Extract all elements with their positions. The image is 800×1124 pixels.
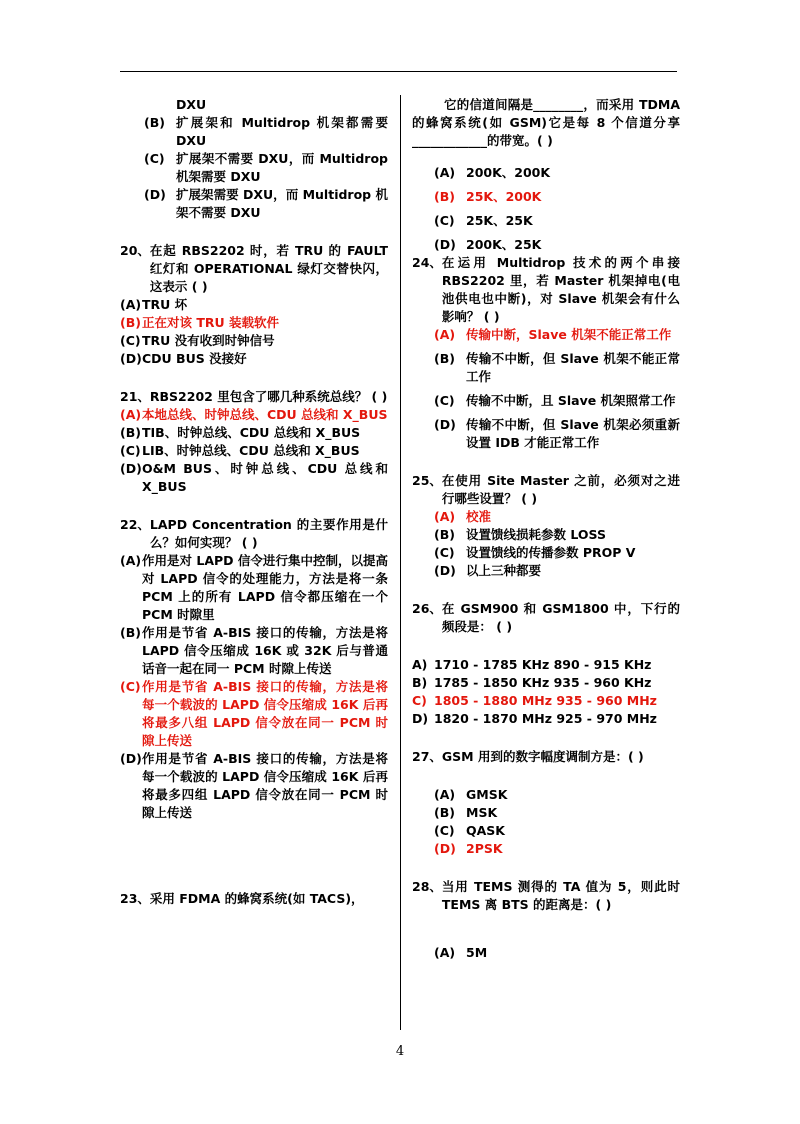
option-d: D) 1820 - 1870 MHz 925 - 970 MHz bbox=[412, 711, 657, 726]
option-d: (D) 作用是节省 A-BIS 接口的传输，方法是将每一个载波的 LAPD 信令压缩成 16K 后再将最多四组 LAPD 信令放在同一 PCM 时隙上传送 bbox=[120, 751, 388, 820]
option-d: (D) O&M BUS、时钟总线、CDU 总线和 X_BUS bbox=[120, 461, 388, 494]
question-number: 27、 bbox=[412, 749, 442, 764]
question-24 bbox=[412, 254, 680, 452]
question-stem: RBS2202 里包含了哪几种系统总线？ ( ) bbox=[149, 389, 388, 404]
question-stem: GSM 用到的数字幅度调制方是：( ) bbox=[441, 749, 644, 764]
right-column bbox=[412, 96, 680, 962]
option-a: (A) 200K、200K bbox=[434, 165, 551, 180]
option-b: (B) 作用是节省 A-BIS 接口的传输，方法是将 LAPD 信令压缩成 16K 或 32K 后与普通话音一起在同一 PCM 时隙上传送 bbox=[120, 625, 388, 676]
question-21 bbox=[120, 388, 388, 496]
option-a: (A) TRU 坏 bbox=[120, 297, 188, 312]
options bbox=[120, 114, 388, 222]
option-d: (D) 传输不中断，但 Slave 机架必须重新设置 IDB 才能正常工作 bbox=[434, 417, 680, 450]
question-number: 20、 bbox=[120, 243, 150, 258]
question-20 bbox=[120, 242, 388, 368]
question-26 bbox=[412, 600, 680, 728]
option-a: (A) 作用是对 LAPD 信令进行集中控制，以提高对 LAPD 信令的处理能力，方法是将一条 PCM 上的所有 LAPD 信令都压缩在一个 PCM 时隙里 bbox=[120, 553, 388, 622]
question-stem: 采用 FDMA 的蜂窝系统(如 TACS)， bbox=[149, 891, 364, 906]
header-rule bbox=[120, 71, 677, 72]
option-a: A) 1710 - 1785 KHz 890 - 915 KHz bbox=[412, 657, 652, 672]
option-c-correct: C) 1805 - 1880 MHz 935 - 960 MHz bbox=[412, 693, 657, 708]
option-d: (D) 扩展架需要 DXU，而 Multidrop 机架不需要 DXU bbox=[144, 187, 388, 220]
option-b-correct: (B) 25K、200K bbox=[434, 189, 542, 204]
column-divider bbox=[400, 95, 401, 1030]
question-28 bbox=[412, 878, 680, 962]
question-stem: 在起 RBS2202 时，若 TRU 的 FAULT 红灯和 OPERATIONAL 绿灯交替快闪，这表示 ( ) bbox=[149, 243, 388, 294]
option-c: (C) TRU 没有收到时钟信号 bbox=[120, 333, 275, 348]
left-column bbox=[120, 96, 388, 908]
question-number: 23、 bbox=[120, 891, 150, 906]
question-number: 21、 bbox=[120, 389, 150, 404]
option-c: (C) LIB、时钟总线、CDU 总线和 X_BUS bbox=[120, 443, 360, 458]
option-b: (B) 传输不中断，但 Slave 机架不能正常工作 bbox=[434, 351, 680, 384]
option-d: (D) 200K、25K bbox=[434, 237, 542, 252]
page-number: 4 bbox=[395, 1044, 405, 1059]
option-b: B) 1785 - 1850 KHz 935 - 960 KHz bbox=[412, 675, 652, 690]
option-d-correct: (D) 2PSK bbox=[434, 841, 503, 856]
option-c: (C) 25K、25K bbox=[434, 213, 533, 228]
option-d: (D) 以上三种都要 bbox=[434, 563, 542, 578]
question-stem: 在 GSM900 和 GSM1800 中，下行的频段是： ( ) bbox=[441, 601, 680, 634]
question-23 bbox=[120, 890, 388, 908]
question-25 bbox=[412, 472, 680, 580]
option-a: (A) 5M bbox=[434, 945, 488, 960]
question-22 bbox=[120, 516, 388, 822]
question-27 bbox=[412, 748, 680, 858]
question-number: 22、 bbox=[120, 517, 150, 532]
option-b: (B) MSK bbox=[434, 805, 498, 820]
question-stem-continuation: 它的信道间隔是________，而采用 TDMA 的蜂窝系统(如 GSM)它是每 8 个信道分享____________的带宽。( ) bbox=[412, 97, 680, 148]
option-b: (B) 扩展架和 Multidrop 机架都需要 DXU bbox=[144, 115, 388, 148]
question-stem: LAPD Concentration 的主要作用是什么？如何实现？ ( ) bbox=[149, 517, 388, 550]
option-c: (C) QASK bbox=[434, 823, 505, 838]
option-c: (C) 扩展架不需要 DXU，而 Multidrop 机架需要 DXU bbox=[144, 151, 388, 184]
question-stem: 在使用 Site Master 之前，必须对之进行哪些设置？ ( ) bbox=[441, 473, 680, 506]
option-a: (A) GMSK bbox=[434, 787, 508, 802]
option-a-continuation: DXU bbox=[176, 97, 207, 112]
option-a-correct: (A) 校准 bbox=[434, 509, 492, 524]
option-b-correct: (B) 正在对该 TRU 装载软件 bbox=[120, 315, 280, 330]
option-d: (D) CDU BUS 没接好 bbox=[120, 351, 247, 366]
question-number: 24、 bbox=[412, 255, 442, 270]
option-a-correct: (A) 本地总线、时钟总线、CDU 总线和 X_BUS bbox=[120, 407, 388, 422]
question-stem: 在运用 Multidrop 技术的两个串接 RBS2202 里，若 Master 机架掉电(电池供电也中断)，对 Slave 机架会有什么影响？ ( ) bbox=[441, 255, 680, 324]
option-c: (C) 设置馈线的传播参数 PROP V bbox=[434, 545, 636, 560]
option-c-correct: (C) 作用是节省 A-BIS 接口的传输，方法是将每一个载波的 LAPD 信令压缩成 16K 后再将最多八组 LAPD 信令放在同一 PCM 时隙上传送 bbox=[120, 679, 388, 748]
question-stem: 当用 TEMS 测得的 TA 值为 5，则此时 TEMS 离 BTS 的距离是：( ) bbox=[441, 879, 680, 912]
option-a-correct: (A) 传输中断，Slave 机架不能正常工作 bbox=[434, 327, 672, 342]
question-number: 26、 bbox=[412, 601, 442, 616]
option-c: (C) 传输不中断，且 Slave 机架照常工作 bbox=[434, 393, 676, 408]
question-number: 25、 bbox=[412, 473, 442, 488]
question-number: 28、 bbox=[412, 879, 442, 894]
question-23-continuation bbox=[412, 96, 680, 254]
option-b: (B) TIB、时钟总线、CDU 总线和 X_BUS bbox=[120, 425, 361, 440]
option-b: (B) 设置馈线损耗参数 LOSS bbox=[434, 527, 606, 542]
question-19-tail bbox=[120, 96, 388, 222]
